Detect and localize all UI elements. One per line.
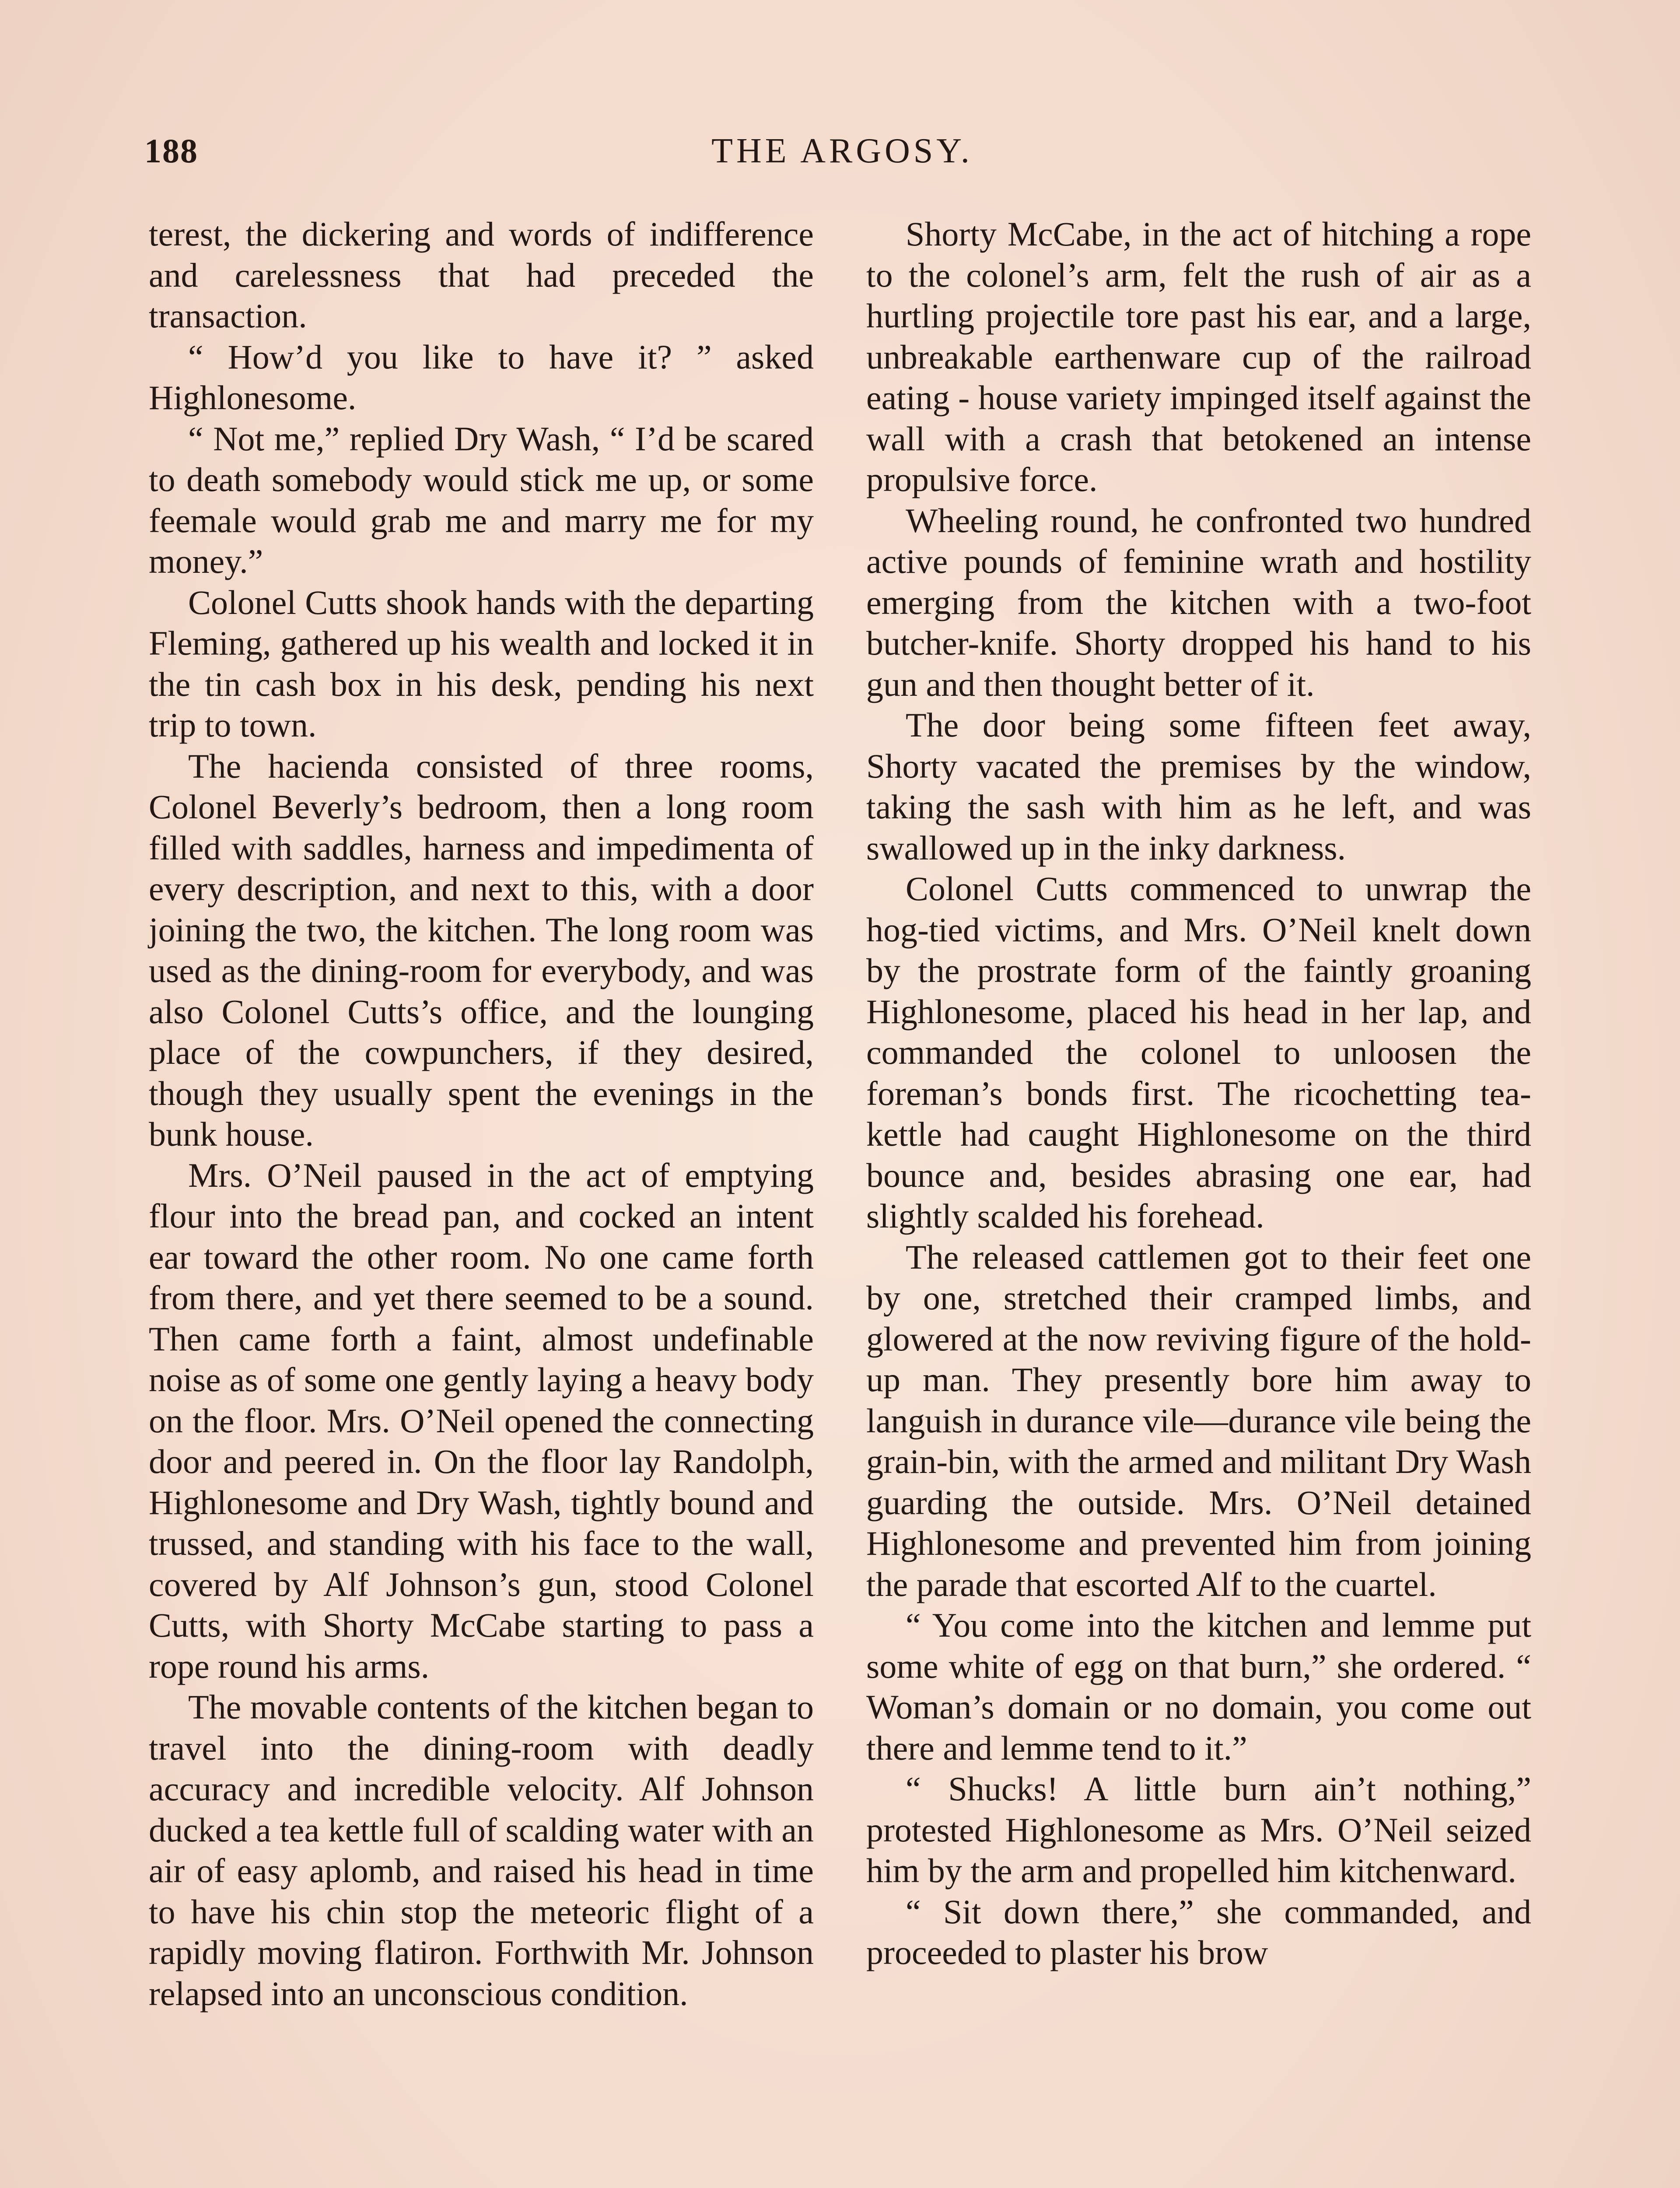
paragraph: “ How’d you like to have it? ” asked Highlonesome.	[149, 337, 814, 417]
paragraph: terest, the dickering and words of indifference and carelessness that had preceded the transaction.	[149, 215, 814, 335]
paragraph: “ Not me,” replied Dry Wash, “ I’d be scared to death somebody would stick me up, or some feemale would grab me and marry me for my money.”	[149, 419, 814, 580]
paragraph: Shorty McCabe, in the act of hitching a rope to the colonel’s arm, felt the rush of air as a hurtling projectile tore past his ear, and a large, unbreakable earthenware cup of the railroad eating - house variety impinged itself against the wall with a crash that betokened an intense propulsive force.	[866, 215, 1531, 498]
paragraph: Colonel Cutts commenced to unwrap the hog-tied victims, and Mrs. O’Neil knelt down by the prostrate form of the faintly groaning Highlonesome, placed his head in her lap, and commanded the colonel to unloosen the foreman’s bonds first. The ricochetting tea-kettle had caught Highlonesome on the third bounce and, besides abrasing one ear, had slightly scalded his forehead.	[866, 870, 1531, 1235]
paragraph: The movable contents of the kitchen began to travel into the dining-room with deadly accuracy and incredible velocity. Alf Johnson ducked a tea kettle full of scalding water with an air of easy aplomb, and raised his head in time to have his chin stop the meteoric flight of a rapidly moving flatiron. Forthwith Mr. Johnson relapsed into an unconscious condition.	[149, 1688, 814, 2013]
right-column	[866, 214, 1531, 1973]
page-number: 188	[144, 132, 198, 170]
paragraph: “ Sit down there,” she commanded, and proceeded to plaster his brow	[866, 1892, 1531, 1971]
paragraph: “ You come into the kitchen and lemme put some white of egg on that burn,” she ordered. “ Woman’s domain or no domain, you come out there and lemme tend to it.”	[866, 1606, 1531, 1767]
paragraph: The released cattlemen got to their feet one by one, stretched their cramped limbs, and glowered at the now reviving figure of the hold-up man. They presently bore him away to languish in durance vile—durance vile being the grain-bin, with the armed and militant Dry Wash guarding the outside. Mrs. O’Neil detained Highlonesome and prevented him from joining the parade that escorted Alf to the cuartel.	[866, 1238, 1531, 1603]
paragraph: Mrs. O’Neil paused in the act of emptying flour into the bread pan, and cocked an intent ear toward the other room. No one came forth from there, and yet there seemed to be a sound. Then came forth a faint, almost undefinable noise as of some one gently laying a heavy body on the floor. Mrs. O’Neil opened the connecting door and peered in. On the floor lay Randolph, Highlonesome and Dry Wash, tightly bound and trussed, and standing with his face to the wall, covered by Alf Johnson’s gun, stood Colonel Cutts, with Shorty McCabe starting to pass a rope round his arms.	[149, 1156, 814, 1685]
page-header	[144, 131, 1540, 179]
running-title: THE ARGOSY.	[711, 132, 973, 170]
paragraph: Wheeling round, he confronted two hundred active pounds of feminine wrath and hostility emerging from the kitchen with a two-foot butcher-knife. Shorty dropped his hand to his gun and then thought better of it.	[866, 501, 1531, 703]
paragraph: Colonel Cutts shook hands with the departing Fleming, gathered up his wealth and locked it in the tin cash box in his desk, pending his next trip to town.	[149, 583, 814, 744]
left-column	[149, 214, 814, 2014]
paragraph: “ Shucks! A little burn ain’t nothing,” protested Highlonesome as Mrs. O’Neil seized him by the arm and propelled him kitchenward.	[866, 1770, 1531, 1890]
paragraph: The door being some fifteen feet away, Shorty vacated the premises by the window, taking the sash with him as he left, and was swallowed up in the inky darkness.	[866, 706, 1531, 867]
paragraph: The hacienda consisted of three rooms, Colonel Beverly’s bedroom, then a long room filled with saddles, harness and impedimenta of every description, and next to this, with a door joining the two, the kitchen. The long room was used as the dining-room for everybody, and was also Colonel Cutts’s office, and the lounging place of the cowpunchers, if they desired, though they usually spent the evenings in the bunk house.	[149, 747, 814, 1153]
